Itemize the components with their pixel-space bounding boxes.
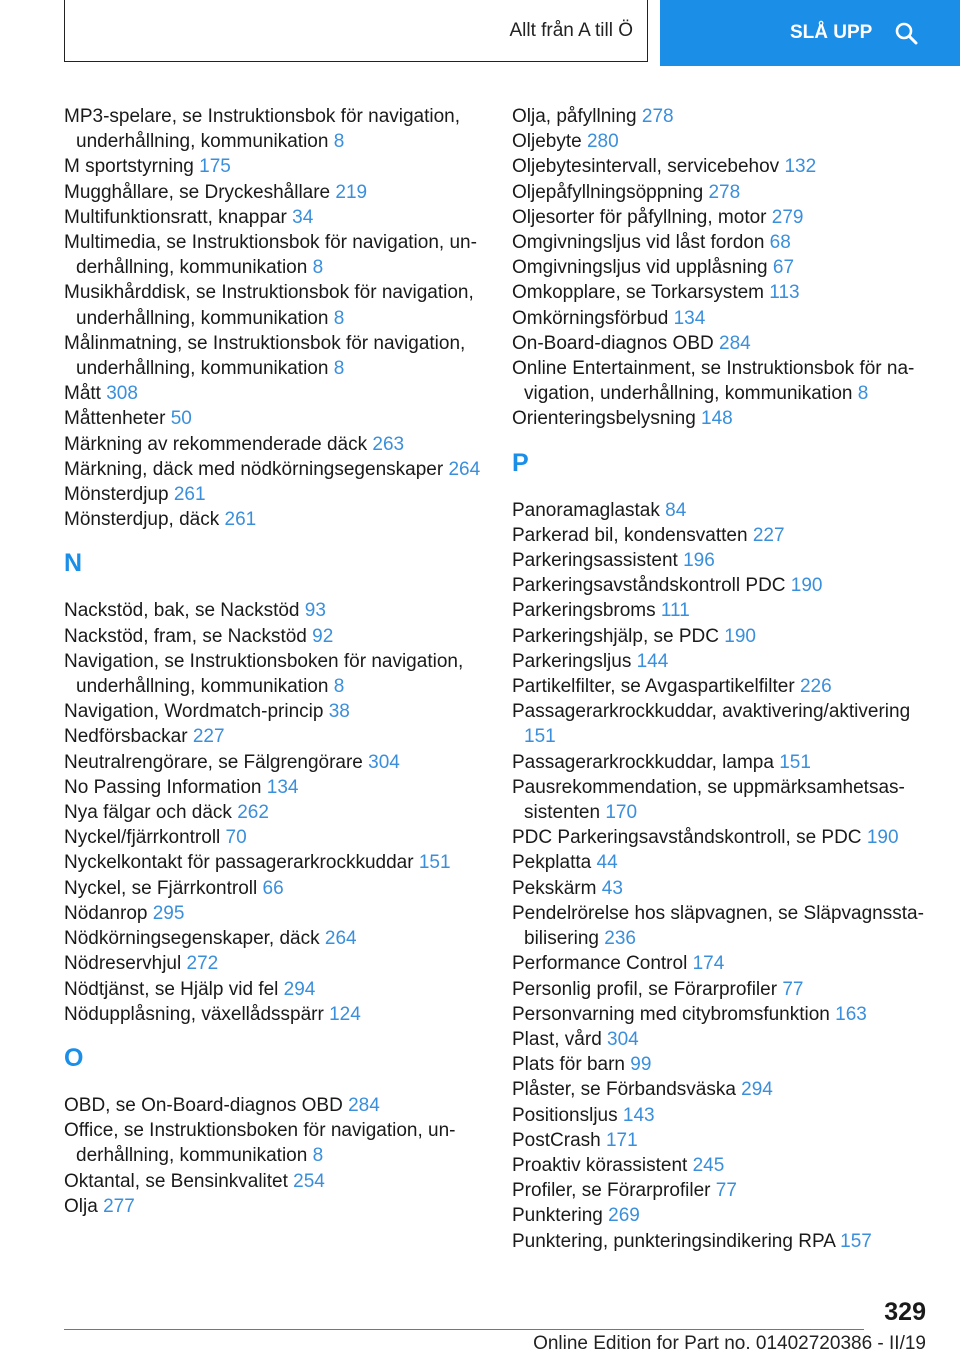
page-link[interactable]: 277 [103,1195,135,1217]
page-link[interactable]: 70 [225,827,247,849]
index-entry [64,649,484,699]
index-entry [64,1194,484,1219]
page-link[interactable]: 227 [192,726,225,748]
index-entry [512,825,932,850]
index-entry [64,775,484,800]
index-term: Målinmatning, se Instruktionsbok för navigation, underhållning, kommunikation [64,332,466,380]
index-entry [512,331,932,356]
index-entry [512,306,932,331]
index-term: Oljebyte [512,131,582,153]
page-link[interactable]: 236 [604,928,636,950]
index-term: Multimedia, se Instruktionsbok för navigation, underhållning, kommunikation [64,232,477,279]
index-entry [512,406,932,431]
page-link[interactable]: 66 [262,877,284,899]
index-entry [512,1002,932,1027]
index-entry [512,876,932,901]
page-link[interactable]: 67 [772,257,795,279]
page-link[interactable]: 38 [328,701,350,723]
index-term: Profiler, se Förarprofiler [512,1180,711,1202]
index-term: Nödreservhjul [64,953,182,975]
index-term: Plåster, se Förbandsväska [512,1079,736,1101]
index-term: Multifunktionsratt, knappar [64,206,287,228]
index-term: Nackstöd, bak, se Nackstöd [64,600,300,622]
page-link[interactable]: 279 [771,206,804,228]
page-link[interactable]: 308 [106,383,138,405]
index-term: Nödanrop [64,902,148,924]
index-term: PDC Parkeringsavståndskontroll, se PDC [512,827,862,849]
index-entry [512,523,932,548]
page-link[interactable]: 157 [840,1230,872,1252]
page-link[interactable]: 77 [715,1180,737,1202]
search-icon [894,21,918,45]
index-term: Online Entertainment, se Instruktionsbok för navigation, underhållning, kommunikation [512,358,915,405]
page-link[interactable]: 92 [312,625,334,647]
index-term: Pendelrörelse hos släpvagnen, se Släpvagnsstabilisering [512,902,924,950]
page-link[interactable]: 170 [605,802,638,824]
page-link[interactable]: 151 [418,852,451,874]
page-link[interactable]: 151 [524,726,556,748]
index-term: Plast, vård [512,1028,602,1050]
index-entry [512,1027,932,1052]
index-term: Oljesorter för påfyllning, motor [512,206,767,228]
index-entry [512,205,932,230]
index-term: Parkerad bil, kondensvatten [512,524,748,546]
page-link[interactable]: 111 [660,600,690,622]
page-link[interactable]: 261 [224,509,257,531]
index-entry [512,901,932,951]
index-column-left [64,104,484,1219]
index-term: Nödupplåsning, växellådsspärr [64,1003,324,1025]
page-link[interactable]: 8 [333,676,345,698]
index-entry [512,977,932,1002]
index-entry [64,800,484,825]
index-entry [64,180,484,205]
index-term: Panoramaglastak [512,499,660,521]
index-term: Olja [64,1195,98,1217]
index-entry [64,1093,484,1118]
index-tab[interactable] [64,0,648,62]
page-link[interactable]: 8 [333,307,345,329]
index-entry [512,850,932,875]
index-entry [64,230,484,280]
page-link[interactable]: 34 [292,206,314,228]
index-term: Navigation, se Instruktionsboken för navigation, underhållning, kommunikation [64,650,464,698]
page-link[interactable]: 171 [605,1129,638,1151]
page-link[interactable]: 84 [665,499,687,521]
index-entry [512,498,932,523]
index-term: Nedförsbackar [64,726,188,748]
page-link[interactable]: 50 [170,408,192,430]
index-entry [512,674,932,699]
index-term: Personvarning med citybromsfunktion [512,1003,830,1025]
index-entry [512,598,932,623]
index-term: No Passing Information [64,776,262,798]
page-link[interactable]: 175 [199,156,231,178]
lookup-button-label: SLÅ UPP [790,22,873,43]
index-entry [64,598,484,623]
index-entry [512,1128,932,1153]
index-term: Oljebytesintervall, servicebehov [512,156,780,178]
index-entry [512,699,932,749]
index-entry [64,951,484,976]
index-term: Märkning, däck med nödkörningsegenskaper [64,458,444,480]
page-link[interactable]: 99 [630,1054,652,1076]
index-term: Nya fälgar och däck [64,802,232,824]
edition-note: Online Edition for Part no. 01402720386 - II/19 [533,1333,926,1354]
index-term: Nackstöd, fram, se Nackstöd [64,625,307,647]
index-term: Nödtjänst, se Hjälp vid fel [64,978,279,1000]
index-entry [512,1229,932,1254]
page-link[interactable]: 8 [857,383,869,405]
index-entry [64,154,484,179]
page-link[interactable]: 269 [608,1205,640,1227]
index-term: Nödkörningsegenskaper, däck [64,928,320,950]
page-link[interactable]: 77 [782,978,804,1000]
section-letter: P [512,448,529,477]
page-link[interactable]: 263 [372,433,405,455]
page-link[interactable]: 174 [692,953,725,975]
index-term: M sportstyrning [64,156,194,178]
index-term: Omgivningsljus vid upplåsning [512,257,768,279]
index-entry [512,1153,932,1178]
index-term: Neutralrengörare, se Fälgrengörare [64,751,363,773]
page-link[interactable]: 151 [779,751,811,773]
index-entry [512,356,932,406]
page-link[interactable]: 226 [799,676,832,698]
index-entry [512,548,932,573]
index-entry [512,775,932,825]
index-entry [64,406,484,431]
index-term: Positionsljus [512,1104,618,1126]
page-link[interactable]: 284 [719,332,751,354]
index-term: Punktering [512,1205,603,1227]
index-tab-label: Allt från A till Ö [509,19,633,41]
index-entry [64,280,484,330]
page-link[interactable]: 245 [692,1154,725,1176]
index-entry [512,180,932,205]
page-link[interactable]: 254 [293,1170,325,1192]
index-term: Omkörningsförbud [512,307,669,329]
index-term: Mönsterdjup, däck [64,509,220,531]
index-entry [64,876,484,901]
index-entry [512,573,932,598]
page-link[interactable]: 264 [324,928,357,950]
lookup-button[interactable] [660,0,960,66]
index-term: PostCrash [512,1129,601,1151]
index-term: Mått [64,383,101,405]
page-link[interactable]: 278 [641,106,674,127]
index-term: Nyckel, se Fjärrkontroll [64,877,258,899]
page-link[interactable]: 134 [673,307,706,329]
page-link[interactable]: 280 [586,131,619,153]
index-term: Nyckel/fjärrkontroll [64,827,221,849]
index-term: Omkopplare, se Torkarsystem [512,282,765,304]
index-entry [64,331,484,381]
index-term: Parkeringsbroms [512,600,656,622]
page-link[interactable]: 113 [769,282,800,304]
section-letter: N [64,549,83,578]
page-link[interactable]: 143 [622,1104,655,1126]
index-entry [512,750,932,775]
index-term: Oljepåfyllningsöppning [512,181,704,203]
index-entry [512,280,932,305]
index-term: Parkeringsavståndskontroll PDC [512,575,786,597]
page-link[interactable]: 68 [769,232,791,254]
index-term: Musikhårddisk, se Instruktionsbok för navigation, underhållning, kommunikation [64,282,474,329]
index-term: Måttenheter [64,408,166,430]
page-link[interactable]: 8 [333,358,345,380]
page-link[interactable]: 261 [173,484,206,506]
page-link[interactable]: 134 [266,776,299,798]
page-link[interactable]: 227 [752,524,785,546]
index-entry [64,104,484,154]
index-term: Pausrekommendation, se uppmärksamhetsassistenten [512,776,905,824]
index-term: Parkeringsljus [512,650,632,672]
page-link[interactable]: 295 [152,902,185,924]
section-letter: O [64,1043,84,1072]
index-term: Personlig profil, se Förarprofiler [512,978,778,1000]
index-entry [64,1002,484,1027]
index-term: Omgivningsljus vid låst fordon [512,232,765,254]
index-term: Plats för barn [512,1054,625,1076]
index-term: Orienteringsbelysning [512,408,696,430]
page-link[interactable]: 44 [596,852,618,874]
index-entry [64,825,484,850]
page-link[interactable]: 196 [683,550,715,572]
index-term: Mugghållare, se Dryckeshållare [64,181,331,203]
index-entry [64,977,484,1002]
page-link[interactable]: 43 [601,877,623,899]
page-link[interactable]: 304 [368,751,400,773]
index-entry [512,1103,932,1128]
page-link[interactable]: 264 [448,458,481,480]
index-entry [64,850,484,875]
index-term: Nyckelkontakt för passagerarkrockkuddar [64,852,414,874]
index-entry [64,381,484,406]
page-link[interactable]: 93 [304,600,326,622]
index-entry [64,507,484,532]
page-link[interactable]: 284 [348,1094,380,1116]
page-link[interactable]: 190 [790,575,823,597]
index-term: Oktantal, se Bensinkvalitet [64,1170,288,1192]
index-entry [64,1169,484,1194]
index-term: OBD, se On-Board-diagnos OBD [64,1094,343,1116]
index-term: Parkeringshjälp, se PDC [512,625,719,647]
page-link[interactable]: 8 [333,131,345,153]
index-column-right [512,104,932,1254]
page-link[interactable]: 262 [237,802,269,824]
page-link[interactable]: 163 [835,1003,867,1025]
page-header [0,0,960,66]
index-term: Pekskärm [512,877,597,899]
index-entry [64,457,484,482]
page-link[interactable]: 132 [784,156,817,178]
index-term: Performance Control [512,953,688,975]
page-link[interactable]: 124 [329,1003,361,1025]
index-entry [64,901,484,926]
page-link[interactable]: 304 [607,1028,639,1050]
index-entry [64,624,484,649]
index-term: Navigation, Wordmatch-princip [64,701,324,723]
index-entry [512,624,932,649]
page-link[interactable]: 278 [708,181,741,203]
index-entry [64,724,484,749]
index-term: On-Board-diagnos OBD [512,332,714,354]
page-link[interactable]: 294 [283,978,316,1000]
index-entry [512,154,932,179]
index-entry [512,1178,932,1203]
index-entry [512,129,932,154]
index-entry [64,926,484,951]
index-entry [512,649,932,674]
index-entry [64,205,484,230]
page-link[interactable]: 219 [335,181,368,203]
index-entry [512,1052,932,1077]
index-term: Märkning av rekommenderade däck [64,433,368,455]
index-term: Punktering, punkteringsindikering RPA [512,1230,835,1252]
index-entry [512,255,932,280]
index-term: MP3-spelare, se Instruktionsbok för navigation, underhållning, kommunikation [64,106,461,153]
index-entry [512,1203,932,1228]
page-link[interactable]: 190 [866,827,899,849]
page-number: 329 [884,1298,926,1326]
index-term: Pekplatta [512,852,592,874]
index-term: Passagerarkrockkuddar, avaktivering/aktivering [512,701,911,723]
index-term: Passagerarkrockkuddar, lampa [512,751,774,773]
index-term: Parkeringsassistent [512,550,678,572]
index-term: Olja, påfyllning [512,106,637,127]
index-entry [512,104,932,129]
page-link[interactable]: 8 [312,1145,324,1167]
index-entry [64,750,484,775]
index-entry [64,482,484,507]
index-term: Office, se Instruktionsboken för navigation, underhållning, kommunikation [64,1120,456,1167]
page-link[interactable]: 8 [312,257,324,279]
footer-divider [64,1329,864,1330]
page-link[interactable]: 294 [741,1079,773,1101]
index-term: Mönsterdjup [64,484,169,506]
index-entry [512,951,932,976]
index-term: Proaktiv körassistent [512,1154,688,1176]
index-term: Partikelfilter, se Avgaspartikelfilter [512,676,795,698]
page-link[interactable]: 190 [724,625,756,647]
index-entry [64,432,484,457]
index-entry [64,699,484,724]
index-entry [512,1077,932,1102]
page-link[interactable]: 272 [186,953,219,975]
index-entry [64,1118,484,1168]
page-link[interactable]: 148 [701,408,733,430]
index-entry [512,230,932,255]
page-link[interactable]: 144 [636,650,669,672]
